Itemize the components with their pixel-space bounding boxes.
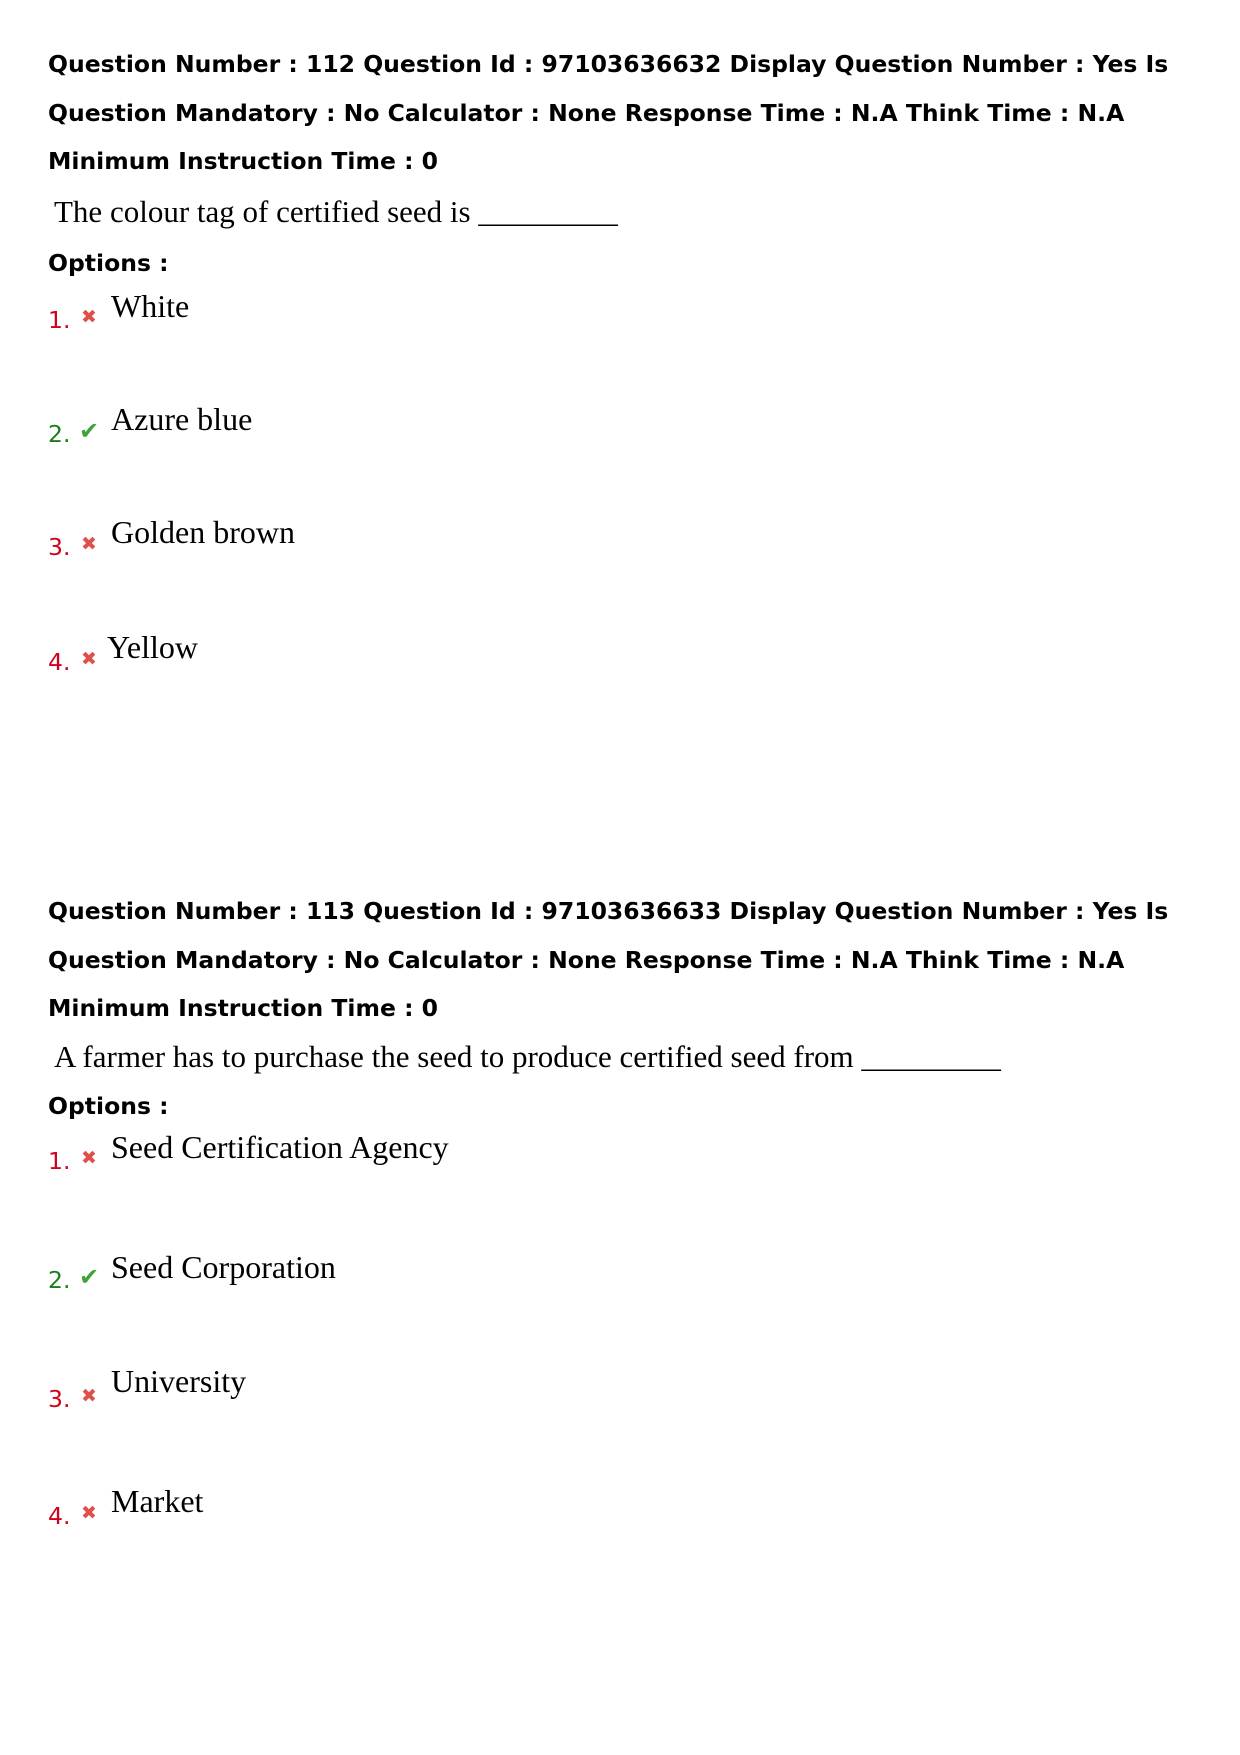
option-item [48, 1482, 1208, 1654]
cross-icon: ✖ [81, 1384, 97, 1407]
option-item [48, 513, 1208, 681]
cross-icon: ✖ [81, 647, 97, 670]
option-text: Azure blue [111, 400, 253, 437]
check-icon: ✔ [78, 1262, 100, 1291]
question-stem: A farmer has to purchase the seed to produce certified seed from [54, 1038, 854, 1074]
option-text: Golden brown [111, 513, 295, 550]
options-label: Options : [48, 248, 169, 277]
options-label: Options : [48, 1091, 169, 1120]
option-number: 2. [48, 1265, 71, 1294]
option-text: Yellow [107, 628, 198, 665]
answer-blank: _________ [861, 1038, 1001, 1074]
cross-icon: ✖ [81, 1501, 97, 1524]
option-text: Seed Certification Agency [111, 1128, 449, 1165]
option-number: 3. [48, 532, 71, 561]
question-meta: Question Number : 113 Question Id : 97103636633 Display Question Number : Yes Is Question Mandatory : No Calculator : None Response Time : N.A Think Time : N.A Minimum Instruction Time : 0 [48, 897, 1169, 1022]
question-text [48, 1033, 1208, 1081]
option-number: 3. [48, 1384, 71, 1413]
option-text: Seed Corporation [111, 1248, 336, 1285]
option-text: University [111, 1362, 247, 1399]
cross-icon: ✖ [81, 1146, 97, 1169]
question-text [48, 186, 1208, 238]
option-number: 4. [48, 647, 71, 676]
check-icon: ✔ [78, 416, 100, 445]
option-number: 2. [48, 419, 71, 448]
question-block [48, 40, 1208, 808]
question-stem: The colour tag of certified seed is [54, 193, 471, 229]
option-number: 4. [48, 1501, 71, 1530]
option-number: 1. [48, 305, 71, 334]
question-meta: Question Number : 112 Question Id : 97103636632 Display Question Number : Yes Is Question Mandatory : No Calculator : None Response Time : N.A Think Time : N.A Minimum Instruction Time : 0 [48, 50, 1169, 175]
cross-icon: ✖ [81, 532, 97, 555]
option-item [48, 1362, 1208, 1527]
option-item [48, 628, 1208, 808]
option-number: 1. [48, 1146, 71, 1175]
answer-blank: _________ [478, 193, 618, 229]
question-block [48, 887, 1208, 1654]
option-text: Market [111, 1482, 204, 1519]
cross-icon: ✖ [81, 305, 97, 328]
option-text: White [111, 287, 190, 324]
